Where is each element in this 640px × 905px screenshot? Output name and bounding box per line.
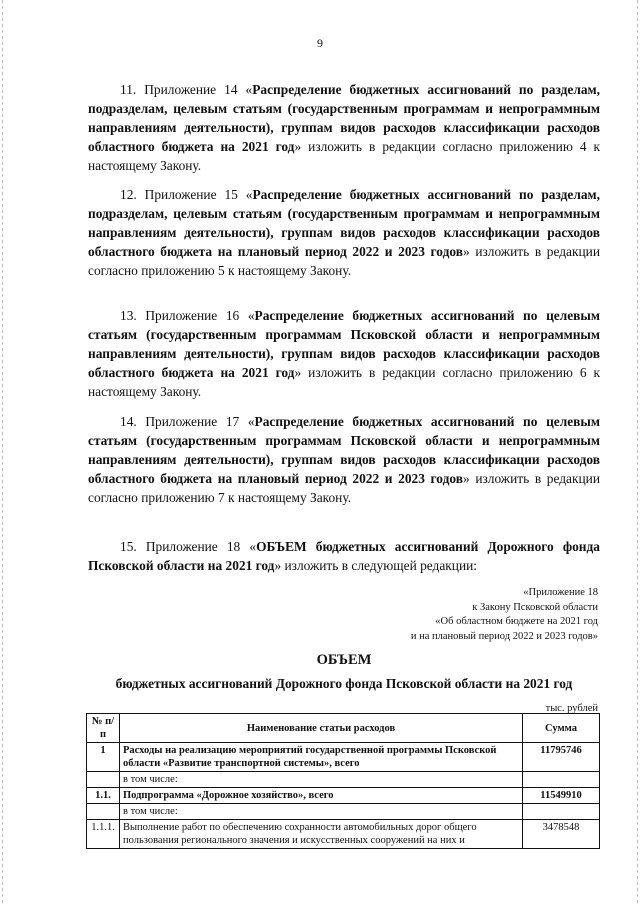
document-subtitle: бюджетных ассигнований Дорожного фонда Псковской области на 2021 год <box>115 676 573 691</box>
units-label: тыс. рублей <box>545 703 598 714</box>
cell-sum <box>523 804 600 820</box>
table-row <box>87 772 600 788</box>
budget-table <box>86 713 600 849</box>
page-number: 9 <box>317 36 323 50</box>
cell-sum: 11795746 <box>523 743 600 772</box>
paragraph-item-15: 15. Приложение 18 «ОБЪЕМ бюджетных ассигнований Дорожного фонда Псковской области на 2021 год» изложить в следующей редакции: <box>88 539 600 573</box>
header-num: № п/п <box>87 714 120 743</box>
cell-name: Подпрограмма «Дорожное хозяйство», всего <box>120 788 523 804</box>
cell-name: Выполнение работ по обеспечению сохранности автомобильных дорог общего пользования регионального значения и искусственных сооружений на них и <box>120 820 523 849</box>
cell-sum <box>523 772 600 788</box>
paragraph-item-13: 13. Приложение 16 «Распределение бюджетных ассигнований по целевым статьям (государственным программам Псковской области и непрограммным направлениям деятельности), группам видов расходов классификации расходов областного бюджета на 2021 год» изложить в редакции согласно приложению 6 к настоящему Закону. <box>88 308 601 399</box>
cell-num: 1.1. <box>87 788 120 804</box>
cell-num: 1.1.1. <box>87 820 120 849</box>
header-sum: Сумма <box>523 714 600 743</box>
appendix-line: «Об областном бюджете на 2021 год <box>435 616 598 627</box>
cell-sum: 3478548 <box>523 820 600 849</box>
scan-edge-left <box>2 0 3 905</box>
table-row <box>87 820 600 849</box>
table-row <box>87 743 600 772</box>
table-header-row <box>87 714 600 743</box>
cell-num <box>87 772 120 788</box>
document-title: ОБЪЕМ <box>316 652 372 668</box>
header-name: Наименование статьи расходов <box>120 714 523 743</box>
appendix-line: и на плановый период 2022 и 2023 годов» <box>410 630 598 642</box>
cell-name: Расходы на реализацию мероприятий государственной программы Псковской области «Развитие транспортной системы», всего <box>120 743 523 772</box>
scan-edge-right <box>637 0 638 905</box>
table-row <box>87 788 600 804</box>
appendix-reference <box>411 586 598 644</box>
cell-num <box>87 804 120 820</box>
cell-num: 1 <box>87 743 120 772</box>
paragraph-item-11: 11. Приложение 14 «Распределение бюджетных ассигнований по разделам, подразделам, целевым статьям (государственным программам и непрограммным направлениям деятельности), группам видов расходов классификации расходов областного бюджета на 2021 год» изложить в редакции согласно приложению 4 к настоящему Закону. <box>88 82 601 173</box>
cell-name: в том числе: <box>120 772 523 788</box>
cell-name: в том числе: <box>120 804 523 820</box>
appendix-line: «Приложение 18 <box>523 587 598 598</box>
table-row <box>87 804 600 820</box>
paragraph-item-14: 14. Приложение 17 «Распределение бюджетных ассигнований по целевым статьям (государственным программам Псковской области и непрограммным направлениям деятельности), группам видов расходов классификации расходов областного бюджета на плановый период 2022 и 2023 годов» изложить в редакции согласно приложению 7 к настоящему Закону. <box>88 414 601 505</box>
appendix-line: к Закону Псковской области <box>472 601 598 613</box>
cell-sum: 11549910 <box>523 788 600 804</box>
paragraph-item-12: 12. Приложение 15 «Распределение бюджетных ассигнований по разделам, подразделам, целевым статьям (государственным программам и непрограммным направлениям деятельности), группам видов расходов классификации расходов областного бюджета на плановый период 2022 и 2023 годов» изложить в редакции согласно приложению 5 к настоящему Закону. <box>88 187 601 278</box>
table-body <box>87 743 600 849</box>
